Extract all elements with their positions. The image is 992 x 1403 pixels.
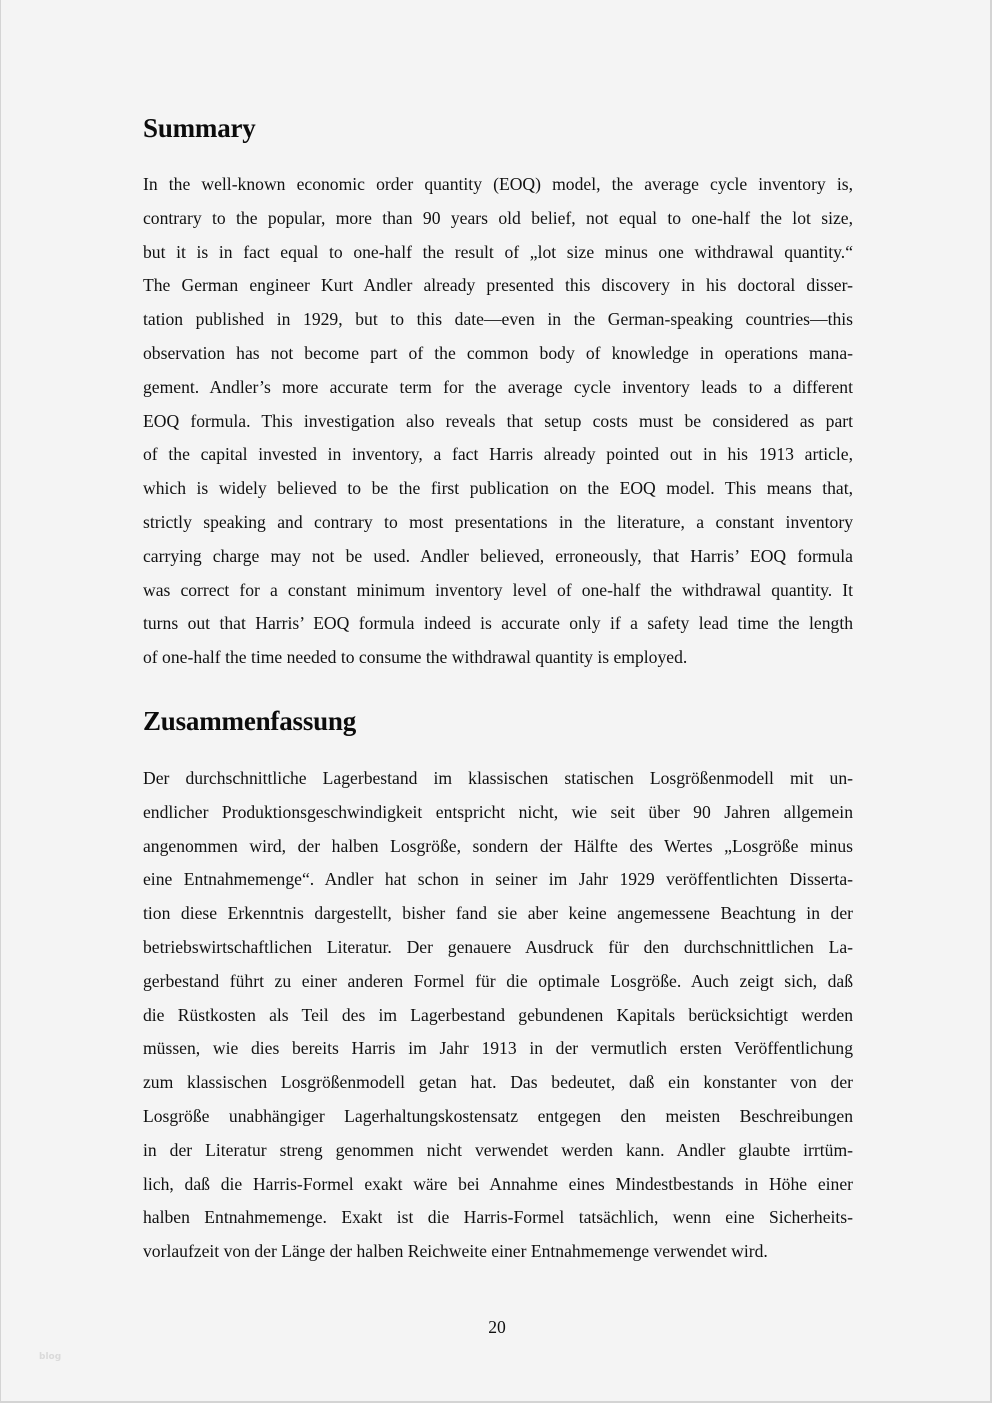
text-line: but it is in fact equal to one-half the result of „lot size minus one withdrawal quantity.“ bbox=[143, 241, 853, 262]
text-line: EOQ formula. This investigation also reveals that setup costs must be considered as part bbox=[143, 410, 853, 431]
text-line: Losgröße unabhängiger Lagerhaltungskostensatz entgegen den meisten Beschreibungen bbox=[143, 1105, 853, 1126]
text-line: die Rüstkosten als Teil des im Lagerbestand gebundenen Kapitals berücksichtigt werden bbox=[143, 1004, 853, 1025]
text-line: turns out that Harris’ EOQ formula indeed is accurate only if a safety lead time the length bbox=[143, 613, 853, 634]
text-line: gerbestand führt zu einer anderen Formel für die optimale Losgröße. Auch zeigt sich, daß bbox=[143, 970, 853, 991]
text-line: zum klassischen Losgrößenmodell getan hat. Das bedeutet, daß ein konstanter von der bbox=[143, 1072, 853, 1093]
summary-heading: Summary bbox=[143, 113, 256, 143]
text-line: in der Literatur streng genommen nicht verwendet werden kann. Andler glaubte irrtüm- bbox=[143, 1139, 853, 1160]
text-line: tation published in 1929, but to this date—even in the German-speaking countries—this bbox=[143, 309, 853, 330]
text-line: of the capital invested in inventory, a fact Harris already pointed out in his 1913 article, bbox=[143, 444, 853, 465]
page-number: 20 bbox=[488, 1317, 506, 1337]
text-line: halben Entnahmemenge. Exakt ist die Harris-Formel tatsächlich, wenn eine Sicherheits- bbox=[143, 1207, 853, 1228]
text-line: tion diese Erkenntnis dargestellt, bisher fand sie aber keine angemessene Beachtung in der bbox=[143, 903, 853, 924]
text-line: Der durchschnittliche Lagerbestand im klassischen statischen Losgrößenmodell mit un- bbox=[143, 768, 853, 788]
zusammenfassung-heading: Zusammenfassung bbox=[143, 706, 357, 736]
text-line: which is widely believed to be the first publication on the EOQ model. This means that, bbox=[143, 478, 853, 499]
text-line: betriebswirtschaftlichen Literatur. Der genauere Ausdruck für den durchschnittlichen La- bbox=[143, 936, 853, 957]
text-line: was correct for a constant minimum inventory level of one-half the withdrawal quantity. It bbox=[143, 579, 853, 600]
text-line: of one-half the time needed to consume the withdrawal quantity is employed. bbox=[143, 647, 688, 668]
summary-paragraph bbox=[143, 168, 853, 675]
zusammenfassung-paragraph bbox=[143, 762, 853, 1269]
text-line: müssen, wie dies bereits Harris im Jahr 1913 in der vermutlich ersten Veröffentlichung bbox=[143, 1038, 853, 1059]
text-line: angenommen wird, der halben Losgröße, sondern der Hälfte des Wertes „Losgröße minus bbox=[143, 835, 853, 856]
text-line: strictly speaking and contrary to most presentations in the literature, a constant inventory bbox=[143, 511, 853, 532]
text-line: The German engineer Kurt Andler already presented this discovery in his doctoral disser- bbox=[143, 275, 853, 296]
text-line: endlicher Produktionsgeschwindigkeit entspricht nicht, wie seit über 90 Jahren allgemein bbox=[143, 801, 853, 822]
text-line: eine Entnahmemenge“. Andler hat schon in seiner im Jahr 1929 veröffentlichten Disserta- bbox=[143, 869, 853, 890]
text-line: gement. Andler’s more accurate term for the average cycle inventory leads to a different bbox=[143, 376, 853, 397]
text-line: vorlaufzeit von der Länge der halben Reichweite einer Entnahmemenge verwendet wird. bbox=[143, 1241, 768, 1262]
text-line: carrying charge may not be used. Andler believed, erroneously, that Harris’ EOQ formula bbox=[143, 545, 853, 566]
text-line: In the well-known economic order quantity (EOQ) model, the average cycle inventory is, bbox=[143, 174, 853, 194]
watermark: blog bbox=[39, 1352, 62, 1362]
text-line: lich, daß die Harris-Formel exakt wäre bei Annahme eines Mindestbestands in Höhe einer bbox=[143, 1173, 853, 1194]
text-line: contrary to the popular, more than 90 years old belief, not equal to one-half the lot size, bbox=[143, 207, 853, 228]
text-line: observation has not become part of the common body of knowledge in operations mana- bbox=[143, 342, 853, 363]
